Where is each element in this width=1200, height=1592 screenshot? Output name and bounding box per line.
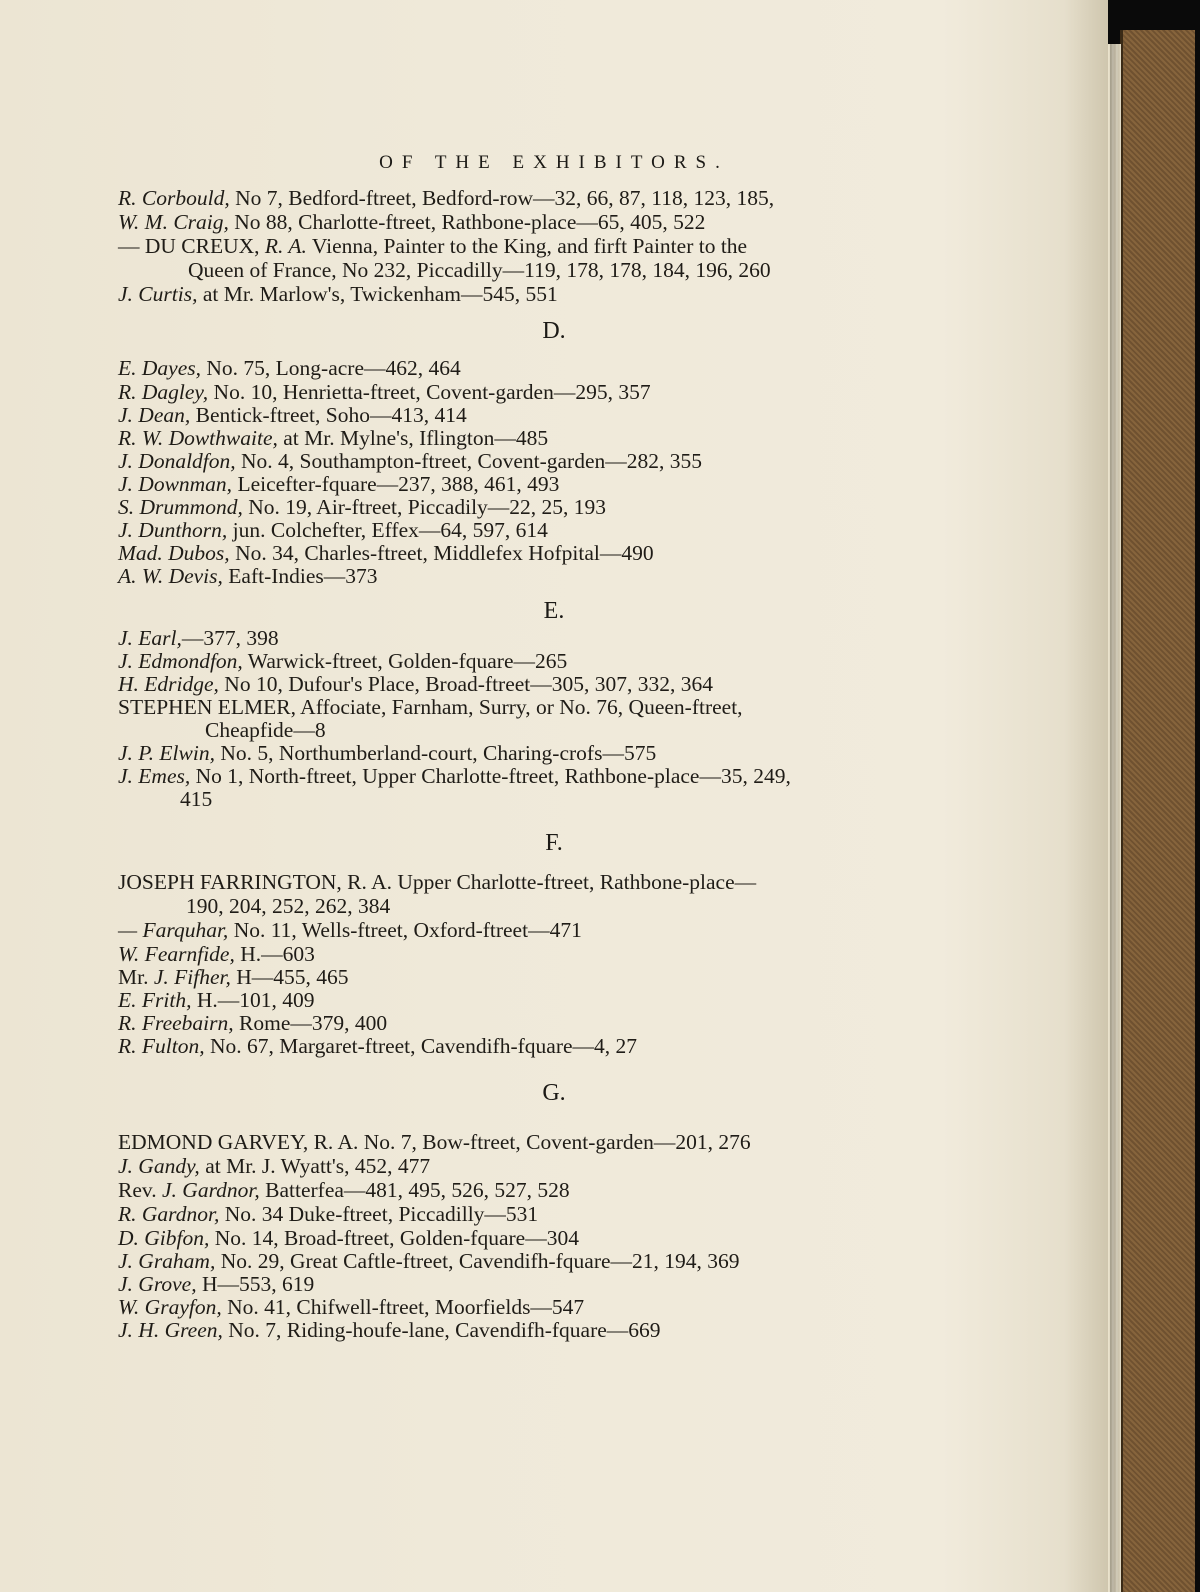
- entry-text: Rome—379, 400: [233, 1011, 388, 1035]
- entry-name: R. Fulton,: [118, 1034, 205, 1058]
- entry-name: J. Gardnor,: [162, 1178, 260, 1202]
- book-binding: [1120, 30, 1195, 1592]
- entry-text: No. 29, Great Caftle-ftreet, Cavendifh-fquare—21, 194, 369: [215, 1249, 740, 1273]
- entry-earl: [118, 628, 279, 650]
- entry-name: S. Drummond,: [118, 495, 243, 519]
- entry-text: No. 19, Air-ftreet, Piccadily—22, 25, 193: [242, 495, 607, 519]
- entry-elmer: STEPHEN ELMER, Affociate, Farnham, Surry, or No. 76, Queen-ftreet,: [118, 695, 743, 719]
- entry-name: R. W. Dowthwaite,: [118, 426, 278, 450]
- entry-du-creux: [118, 236, 747, 258]
- running-header: OF THE EXHIBITORS.: [379, 152, 729, 173]
- entry-dagley: [118, 382, 651, 404]
- entry-name: J. Earl,: [118, 626, 182, 650]
- entry-text: Warwick-ftreet, Golden-fquare—265: [242, 649, 568, 673]
- entry-text: Leicefter-fquare—237, 388, 461, 493: [232, 472, 560, 496]
- entry-freebairn: [118, 1013, 387, 1035]
- entry-text: No 88, Charlotte-ftreet, Rathbone-place—65, 405, 522: [228, 210, 706, 234]
- entry-text: H—553, 619: [196, 1272, 315, 1296]
- entry-dowthwaite: [118, 428, 548, 450]
- entry-title: R. A.: [259, 234, 307, 258]
- entry-name: W. M. Craig,: [118, 210, 229, 234]
- entry-text: No 1, North-ftreet, Upper Charlotte-ftreet, Rathbone-place—35, 249,: [190, 764, 791, 788]
- entry-farrington-cont: 190, 204, 252, 262, 384: [186, 894, 391, 918]
- entry-dunthorn: [118, 520, 548, 542]
- entry-name: J. Grove,: [118, 1272, 197, 1296]
- entry-text: —377, 398: [181, 626, 279, 650]
- gutter-shadow: [1110, 40, 1122, 1592]
- entry-frith: [118, 990, 315, 1012]
- entry-edridge: [118, 674, 713, 696]
- entry-text: H.—603: [234, 942, 315, 966]
- entry-text: No. 4, Southampton-ftreet, Covent-garden—282, 355: [235, 449, 703, 473]
- entry-name: J. Dunthorn,: [118, 518, 228, 542]
- entry-farquhar: [118, 920, 582, 942]
- entry-green: [118, 1320, 661, 1342]
- entry-text: No. 34, Charles-ftreet, Middlefex Hofpital—490: [229, 541, 654, 565]
- entry-fearnside: [118, 944, 315, 966]
- entry-craig: [118, 212, 705, 234]
- entry-text: No. 11, Wells-ftreet, Oxford-ftreet—471: [228, 918, 582, 942]
- entry-grayson: [118, 1297, 584, 1319]
- entry-text: No. 67, Margaret-ftreet, Cavendifh-fquare—4, 27: [204, 1034, 638, 1058]
- entry-name: J. Curtis,: [118, 282, 198, 306]
- entry-farrington: JOSEPH FARRINGTON, R. A. Upper Charlotte-ftreet, Rathbone-place—: [118, 870, 757, 894]
- entry-prefix: Mr.: [118, 965, 154, 989]
- entry-graham: [118, 1251, 740, 1273]
- section-heading-g: G.: [542, 1080, 566, 1106]
- entry-name: — Farquhar,: [118, 918, 229, 942]
- entry-name: R. Dagley,: [118, 380, 209, 404]
- entry-name: J. Fifher,: [153, 965, 231, 989]
- entry-name: R. Gardnor,: [118, 1202, 220, 1226]
- entry-name: J. Edmondfon,: [118, 649, 243, 673]
- entry-name: E. Dayes,: [118, 356, 201, 380]
- entry-gibson: [118, 1228, 579, 1250]
- entry-name: — DU CREUX,: [118, 234, 260, 258]
- entry-downman: [118, 474, 559, 496]
- entry-fulton: [118, 1036, 637, 1058]
- entry-text: Batterfea—481, 495, 526, 527, 528: [259, 1178, 570, 1202]
- entry-text: No. 7, Riding-houfe-lane, Cavendifh-fquare—669: [222, 1318, 661, 1342]
- entry-text: No 10, Dufour's Place, Broad-ftreet—305, 307, 332, 364: [218, 672, 714, 696]
- entry-gardnor-r: [118, 1204, 538, 1226]
- entry-text: at Mr. J. Wyatt's, 452, 477: [199, 1154, 431, 1178]
- entry-text: jun. Colchefter, Effex—64, 597, 614: [227, 518, 548, 542]
- entry-text: at Mr. Mylne's, Iflington—485: [277, 426, 549, 450]
- entry-edmondson: [118, 651, 567, 673]
- entry-text: No. 10, Henrietta-ftreet, Covent-garden—295, 357: [208, 380, 651, 404]
- entry-text: No. 5, Northumberland-court, Charing-crofs—575: [214, 741, 657, 765]
- entry-name: J. Dean,: [118, 403, 191, 427]
- entry-garvey: EDMOND GARVEY, R. A. No. 7, Bow-ftreet, Covent-garden—201, 276: [118, 1130, 751, 1154]
- entry-name: R. Corbould,: [118, 186, 230, 210]
- entry-dean: [118, 405, 467, 427]
- entry-text: No. 41, Chifwell-ftreet, Moorfields—547: [221, 1295, 585, 1319]
- entry-gardnor-j: [118, 1180, 570, 1202]
- entry-text: No. 34 Duke-ftreet, Piccadilly—531: [219, 1202, 539, 1226]
- entry-name: H. Edridge,: [118, 672, 219, 696]
- entry-name: J. Downman,: [118, 472, 233, 496]
- entry-text: H.—101, 409: [191, 988, 315, 1012]
- entry-grove: [118, 1274, 314, 1296]
- entry-text: No 7, Bedford-ftreet, Bedford-row—32, 66, 87, 118, 123, 185,: [229, 186, 775, 210]
- entry-du-creux-cont: Queen of France, No 232, Piccadilly—119, 178, 178, 184, 196, 260: [188, 258, 771, 282]
- entry-elmer-cont: Cheapfide—8: [205, 718, 326, 742]
- entry-text: Vienna, Painter to the King, and firft Painter to the: [306, 234, 748, 258]
- entry-name: J. P. Elwin,: [118, 741, 215, 765]
- entry-fisher: [118, 967, 349, 989]
- entry-elwin: [118, 743, 656, 765]
- entry-text: H—455, 465: [230, 965, 349, 989]
- entry-donaldson: [118, 451, 702, 473]
- entry-text: Eaft-Indies—373: [222, 564, 378, 588]
- entry-drummond: [118, 497, 606, 519]
- section-heading-e: E.: [543, 598, 565, 624]
- entry-prefix: Rev.: [118, 1178, 162, 1202]
- entry-name: J. Donaldfon,: [118, 449, 236, 473]
- entry-corbould: [118, 188, 774, 210]
- entry-name: J. H. Green,: [118, 1318, 223, 1342]
- entry-name: R. Freebairn,: [118, 1011, 234, 1035]
- entry-name: E. Frith,: [118, 988, 192, 1012]
- entry-name: W. Fearnfide,: [118, 942, 235, 966]
- entry-name: J. Gandy,: [118, 1154, 200, 1178]
- entry-emes-cont: 415: [180, 787, 213, 811]
- entry-name: W. Grayfon,: [118, 1295, 222, 1319]
- entry-name: D. Gibfon,: [118, 1226, 210, 1250]
- entry-text: No. 75, Long-acre—462, 464: [201, 356, 461, 380]
- entry-text: at Mr. Marlow's, Twickenham—545, 551: [197, 282, 558, 306]
- entry-name: Mad. Dubos,: [118, 541, 230, 565]
- entry-dubos: [118, 543, 654, 565]
- entry-name: J. Graham,: [118, 1249, 216, 1273]
- entry-curtis: [118, 284, 558, 306]
- entry-devis: [118, 566, 378, 588]
- entry-name: J. Emes,: [118, 764, 191, 788]
- entry-gandy: [118, 1156, 430, 1178]
- entry-name: A. W. Devis,: [118, 564, 223, 588]
- section-heading-f: F.: [545, 830, 563, 856]
- entry-emes: [118, 766, 791, 788]
- entry-dayes: [118, 358, 461, 380]
- section-heading-d: D.: [542, 318, 566, 344]
- entry-text: Bentick-ftreet, Soho—413, 414: [190, 403, 467, 427]
- entry-text: No. 14, Broad-ftreet, Golden-fquare—304: [209, 1226, 579, 1250]
